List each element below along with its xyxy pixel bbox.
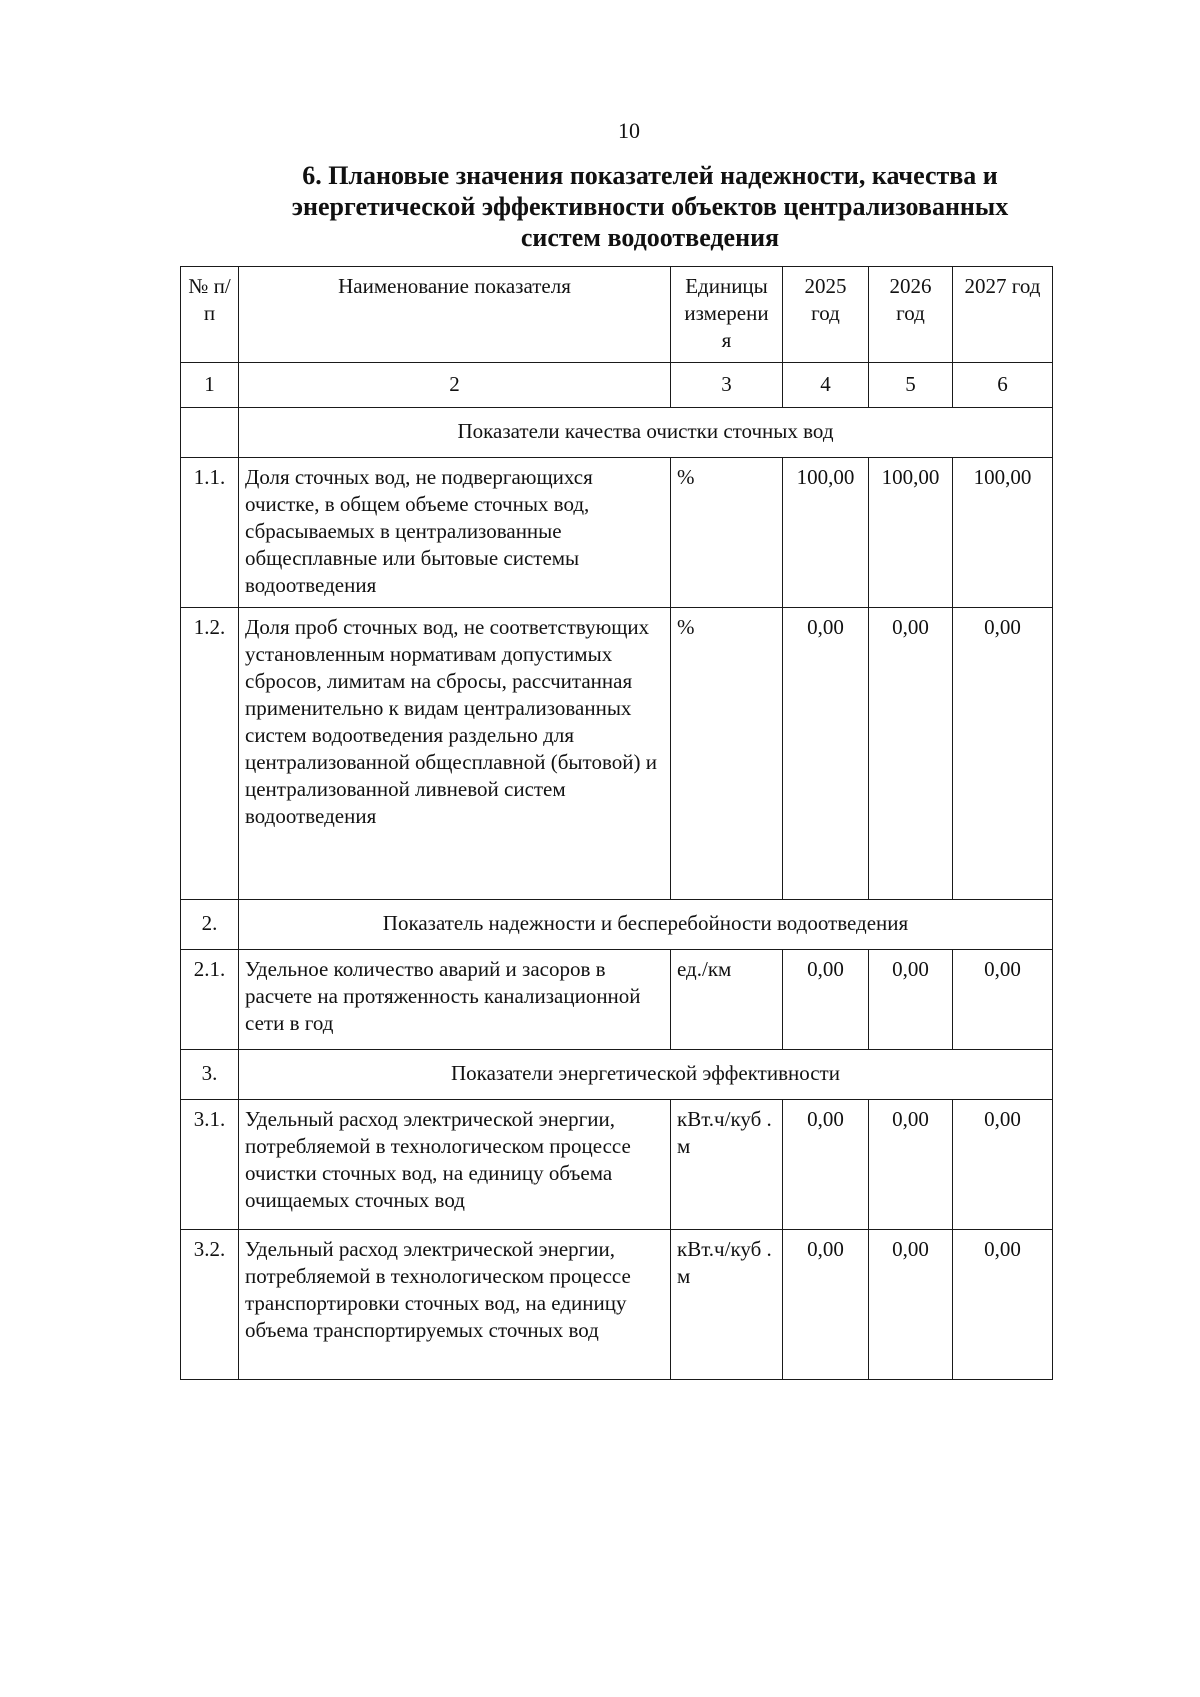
row-unit: кВт.ч/куб . м xyxy=(671,1230,783,1380)
row-num: 3.1. xyxy=(181,1100,239,1230)
section-num: 3. xyxy=(181,1050,239,1100)
row-unit: % xyxy=(671,608,783,900)
row-unit: % xyxy=(671,458,783,608)
table-row xyxy=(181,458,1053,608)
title-line-3: систем водоотведения xyxy=(520,223,780,252)
row-indicator-name: Доля сточных вод, не подвергающихся очистке, в общем объеме сточных вод, сбрасываемых в централизованные общесплавные или бытовые системы водоотведения xyxy=(239,458,671,608)
header-unit: Единицы измерени я xyxy=(671,267,783,363)
row-value-2025: 0,00 xyxy=(783,1230,869,1380)
row-value-2025: 0,00 xyxy=(783,1100,869,1230)
row-unit: ед./км xyxy=(671,950,783,1050)
column-index: 4 xyxy=(783,363,869,408)
row-unit: кВт.ч/куб . м xyxy=(671,1100,783,1230)
column-index: 2 xyxy=(239,363,671,408)
row-value-2027: 0,00 xyxy=(953,1100,1053,1230)
section-num xyxy=(181,408,239,458)
table-row xyxy=(181,1100,1053,1230)
section-title: Показатель надежности и бесперебойности водоотведения xyxy=(239,900,1053,950)
section-title: Показатели энергетической эффективности xyxy=(239,1050,1053,1100)
row-indicator-name: Удельный расход электрической энергии, потребляемой в технологическом процессе очистки сточных вод, на единицу объема очищаемых сточных вод xyxy=(239,1100,671,1230)
title-line-1: 6. Плановые значения показателей надежности, качества и xyxy=(302,161,998,190)
title-line-2: энергетической эффективности объектов централизованных xyxy=(291,192,1009,221)
row-num: 1.2. xyxy=(181,608,239,900)
page-title xyxy=(250,160,1050,253)
table-row xyxy=(181,1230,1053,1380)
column-index: 6 xyxy=(953,363,1053,408)
table-row xyxy=(181,950,1053,1050)
section-title: Показатели качества очистки сточных вод xyxy=(239,408,1053,458)
section-row-quality xyxy=(181,408,1053,458)
section-num: 2. xyxy=(181,900,239,950)
header-2027: 2027 год xyxy=(953,267,1053,363)
row-indicator-name: Удельный расход электрической энергии, потребляемой в технологическом процессе транспортировки сточных вод, на единицу объема транспортируемых сточных вод xyxy=(239,1230,671,1380)
row-value-2025: 100,00 xyxy=(783,458,869,608)
row-value-2026: 0,00 xyxy=(869,1100,953,1230)
row-value-2027: 0,00 xyxy=(953,608,1053,900)
column-index: 1 xyxy=(181,363,239,408)
section-row-energy xyxy=(181,1050,1053,1100)
row-value-2026: 100,00 xyxy=(869,458,953,608)
row-value-2026: 0,00 xyxy=(869,608,953,900)
row-num: 1.1. xyxy=(181,458,239,608)
table-header-row xyxy=(181,267,1053,363)
row-value-2027: 0,00 xyxy=(953,1230,1053,1380)
row-value-2025: 0,00 xyxy=(783,950,869,1050)
header-name: Наименование показателя xyxy=(239,267,671,363)
indicators-table xyxy=(180,266,1053,1380)
header-num: № п/п xyxy=(181,267,239,363)
row-value-2027: 100,00 xyxy=(953,458,1053,608)
row-indicator-name: Удельное количество аварий и засоров в расчете на протяженность канализационной сети в год xyxy=(239,950,671,1050)
header-2025: 2025 год xyxy=(783,267,869,363)
row-value-2027: 0,00 xyxy=(953,950,1053,1050)
row-value-2026: 0,00 xyxy=(869,1230,953,1380)
row-value-2026: 0,00 xyxy=(869,950,953,1050)
header-2026: 2026 год xyxy=(869,267,953,363)
section-row-reliability xyxy=(181,900,1053,950)
row-num: 3.2. xyxy=(181,1230,239,1380)
column-index: 3 xyxy=(671,363,783,408)
column-index-row xyxy=(181,363,1053,408)
column-index: 5 xyxy=(869,363,953,408)
row-num: 2.1. xyxy=(181,950,239,1050)
page-number: 10 xyxy=(618,118,640,143)
row-value-2025: 0,00 xyxy=(783,608,869,900)
table-row xyxy=(181,608,1053,900)
row-indicator-name: Доля проб сточных вод, не соответствующих установленным нормативам допустимых сбросов, лимитам на сбросы, рассчитанная применительно к видам централизованных систем водоотведения раздельно для централизованной общесплавной (бытовой) и централизованной ливневой систем водоотведения xyxy=(239,608,671,900)
